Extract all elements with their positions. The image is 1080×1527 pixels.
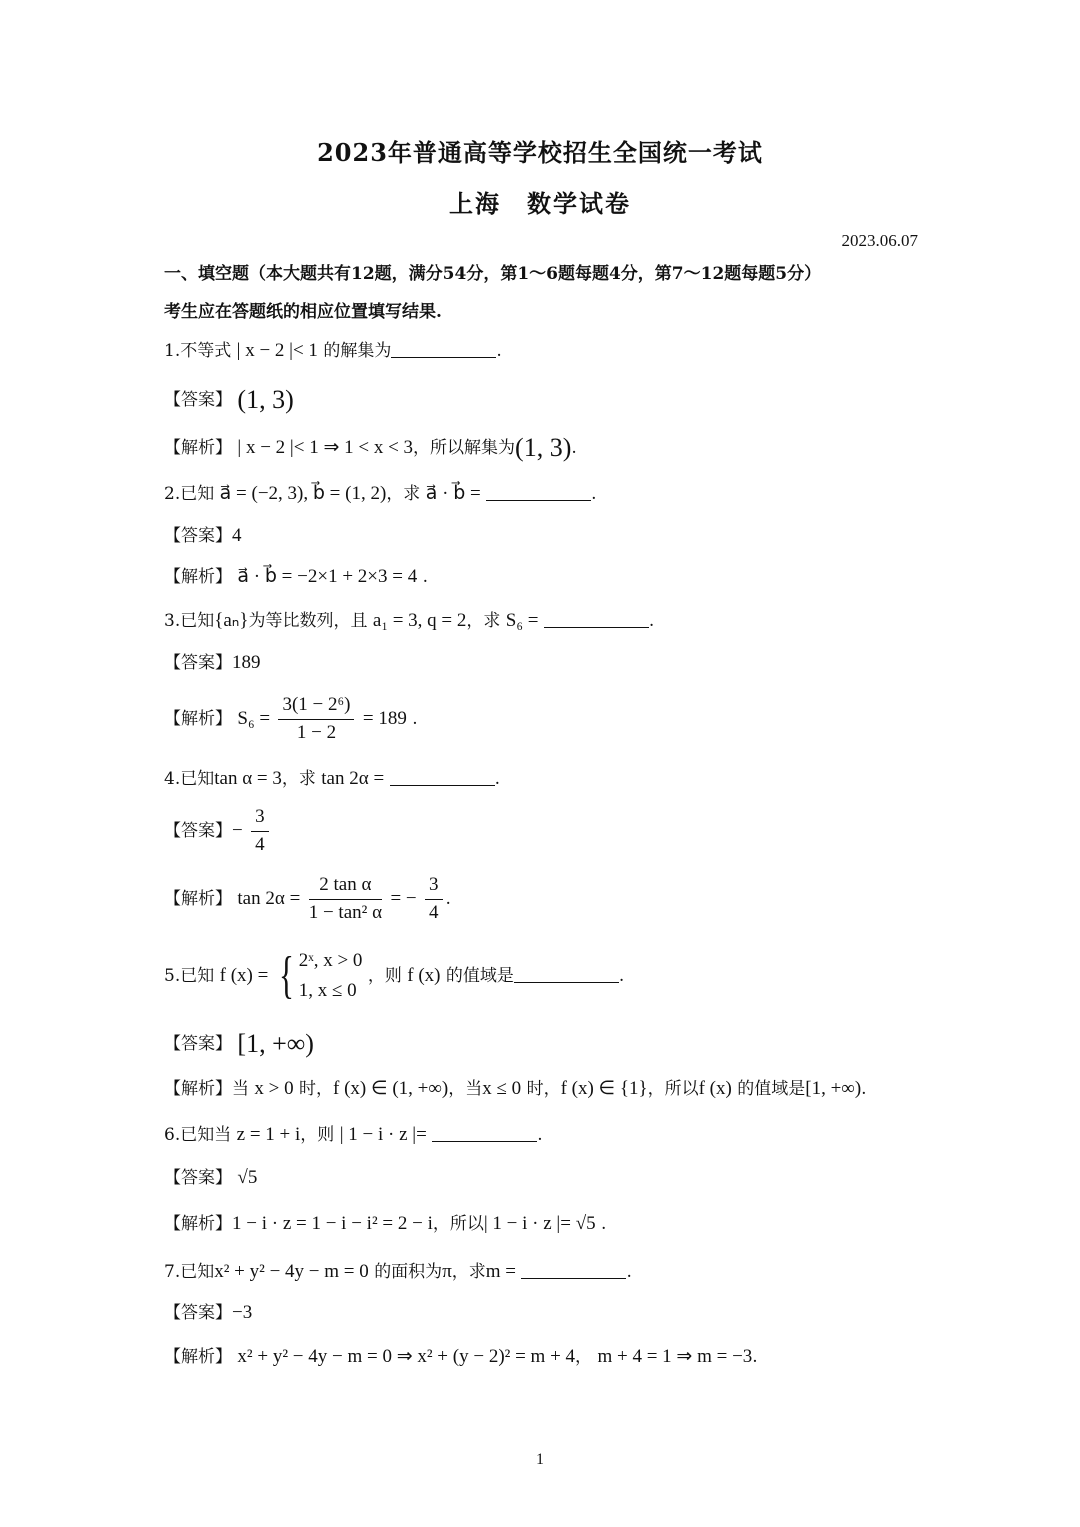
q6-math: z = 1 + i [236,1124,301,1145]
q5-an-m5: f (x) [698,1078,732,1099]
q5-an-e: ，所以 [647,1079,699,1099]
q3-stem-c: ，求 [466,611,501,631]
q7-answer-blank [521,1262,626,1279]
q4-analysis-fraction2 [425,874,443,925]
q7-answer-value: −3 [232,1302,253,1323]
q4-stem-b: ，求 [281,769,316,789]
q5-an-m4: f (x) ∈ {1} [560,1078,648,1099]
q6-math2: | 1 − i · z |= [339,1124,427,1145]
q5-stem-b: ，则 [367,965,402,986]
analysis-label: 【解析】 [164,1214,232,1234]
analysis-label: 【解析】 [164,708,232,729]
q3-answer-value: 189 [232,652,261,673]
q4-analysis-numerator2: 3 [425,874,443,900]
question-3: 3.已知{aₙ}为等比数列，且 a₁ = 3, q = 2，求 S₆ = . [164,610,655,631]
q4-analysis-numerator: 2 tan α [309,874,382,900]
q4-math2: tan 2α = [321,768,385,789]
analysis-label: 【解析】 [164,888,232,909]
answer-label: 【答案】 [164,653,232,673]
q4-answer-denominator: 4 [255,833,265,855]
question-4: 4.已知tan α = 3，求 tan 2α = . [164,768,500,789]
q5-an-a: 当 [232,1079,249,1099]
q3-answer [164,652,261,675]
q2-math2: a⃗ · b⃗ = [425,483,481,504]
q3-math3: S₆ = [505,610,539,631]
q5-an-m1: x > 0 [254,1078,294,1099]
q5-an-m3: x ≤ 0 [482,1078,522,1099]
q3-stem-a: 3.已知 [164,611,215,631]
q1-analysis-math2: (1, 3) [515,433,572,462]
analysis-label: 【解析】 [164,567,232,587]
q5-an-d: 时， [526,1079,561,1099]
q1-analysis-text: ，所以解集为 [413,438,516,458]
q6-answer-value: √5 [237,1167,258,1188]
q6-answer [164,1167,257,1190]
q5-math: f (x) = [219,964,269,986]
q7-analysis-math: x² + y² − 4y − m = 0 ⇒ x² + (y − 2)² = m + 4 [237,1346,576,1367]
q6-stem-b: ，则 [300,1125,335,1145]
q2-analysis: 【解析】 a⃗ · b⃗ = −2×1 + 2×3 = 4 . [164,566,429,587]
question-6: 6.已知当 z = 1 + i，则 | 1 − i · z |= . [164,1124,543,1145]
question-5: 5.已知 f (x) = { 2ˣ, x > 0 1, x ≤ 0 ，则 f (x) 的值域是 . [164,946,624,1007]
q2-answer-value: 4 [232,525,242,546]
q7-analysis-text: ， [575,1347,593,1367]
q5-an-c: ，当 [448,1079,483,1099]
q4-answer-blank [390,769,495,786]
q6-analysis: 【解析】1 − i · z = 1 − i − i² = 2 − i，所以| 1 − i · z |= √5 . [164,1213,607,1234]
question-1: 1.不等式 | x − 2 |< 1 的解集为 . [164,340,502,361]
q1-answer [164,384,294,415]
section-instruction: 考生应在答题纸的相应位置填写结果. [164,302,442,322]
q5-analysis: 【解析】当 x > 0 时，f (x) ∈ (1, +∞)，当x ≤ 0 时，f (x) ∈ {1}，所以f (x) 的值域是[1, +∞). [164,1078,867,1099]
q7-math2: π [442,1261,452,1282]
q7-analysis: 【解析】 x² + y² − 4y − m = 0 ⇒ x² + (y − 2)² = m + 4， m + 4 = 1 ⇒ m = −3. [164,1346,758,1367]
q3-answer-blank [544,611,649,628]
q6-answer-blank [432,1125,537,1142]
answer-label: 【答案】 [164,390,232,410]
q7-math3: m = [485,1261,517,1282]
q5-an-m6: [1, +∞) [805,1078,862,1099]
q4-analysis-fraction [309,874,382,925]
q3-fraction-denominator: 1 − 2 [296,721,337,743]
exam-title: 2023年普通高等学校招生全国统一考试 [317,138,763,167]
answer-label: 【答案】 [164,526,232,546]
left-brace-icon: { [278,947,294,1005]
q5-an-b: 时， [299,1079,334,1099]
exam-subtitle: 上海 数学试卷 [449,189,631,218]
q7-stem-a: 7.已知 [164,1262,215,1282]
q4-analysis-denominator: 1 − tan² α [308,901,383,923]
question-7: 7.已知x² + y² − 4y − m = 0 的面积为π，求m = . [164,1261,632,1282]
q4-answer [164,806,272,857]
q5-an-m2: f (x) ∈ (1, +∞) [333,1078,449,1099]
q3-stem-b: 为等比数列，且 [248,611,368,631]
q5-an-f: 的值域是 [737,1079,806,1099]
q7-stem-b: 的面积为 [374,1262,443,1282]
question-2: 2.已知 a⃗ = (−2, 3), b⃗ = (1, 2)，求 a⃗ · b⃗ = . [164,483,597,504]
q1-stem-b: 的解集为 [323,341,392,361]
q4-analysis-lhs: tan 2α = [237,887,301,909]
q6-analysis-text: ，所以 [432,1214,484,1234]
q1-answer-value: (1, 3) [237,385,294,414]
q3-math2: a₁ = 3, q = 2 [372,610,467,631]
q3-analysis-fraction [278,694,354,745]
q5-stem-a: 5.已知 [164,965,215,986]
q6-analysis-math2: | 1 − i · z |= √5 [483,1213,596,1234]
q2-analysis-math: a⃗ · b⃗ = −2×1 + 2×3 = 4 [237,566,418,587]
q7-math: x² + y² − 4y − m = 0 [214,1261,369,1282]
q4-analysis: 【解析】 tan 2α = $\frac{\text{2 tan α}}{\text{1 − tan² α}}$ = − $\frac{3}{4}$ . [164,874,451,923]
q4-analysis-denominator2: 4 [429,901,439,923]
q5-answer-blank [514,966,619,983]
q1-analysis-math: | x − 2 |< 1 ⇒ 1 < x < 3 [237,437,414,458]
q3-analysis-rhs: = 189 [362,707,407,729]
q3-math: {aₙ} [214,610,249,631]
q4-math: tan α = 3 [214,768,282,789]
answer-label: 【答案】 [164,1168,232,1188]
q2-stem-b: ，求 [386,484,421,504]
q4-stem-a: 4.已知 [164,769,215,789]
q5-answer-value: [1, +∞) [237,1029,314,1058]
q5-math2: f (x) [407,964,441,986]
exam-date: 2023.06.07 [841,231,918,250]
q7-answer [164,1302,252,1325]
answer-label: 【答案】 [164,820,232,841]
q1-analysis: 【解析】 | x − 2 |< 1 ⇒ 1 < x < 3，所以解集为(1, 3). [164,433,577,462]
q5-case-1: 2ˣ, x > 0 [298,950,363,971]
q4-answer-sign: − [232,819,243,841]
q5-piecewise [299,946,363,1007]
q5-answer [164,1028,314,1059]
section-heading: 一、填空题（本大题共有12题，满分54分，第1～6题每题4分，第7～12题每题5分） [164,264,822,284]
q4-answer-numerator: 3 [251,806,269,832]
page-number: 1 [536,1451,544,1468]
q7-stem-c: ，求 [451,1262,486,1282]
analysis-label: 【解析】 [164,1079,232,1099]
answer-label: 【答案】 [164,1303,232,1323]
q6-stem-a: 6.已知当 [164,1125,232,1145]
q4-answer-fraction [251,806,269,857]
q2-stem-a: 2.已知 [164,484,215,504]
q5-stem-c: 的值域是 [445,965,514,986]
q2-math: a⃗ = (−2, 3), b⃗ = (1, 2) [219,483,387,504]
q7-analysis-math2: m + 4 = 1 ⇒ m = −3 [597,1346,753,1367]
q2-answer-blank [486,484,591,501]
q6-analysis-math: 1 − i · z = 1 − i − i² = 2 − i [232,1213,433,1234]
analysis-label: 【解析】 [164,1347,232,1367]
q1-math: | x − 2 |< 1 [236,340,318,361]
q2-answer [164,525,242,548]
q1-stem-a: 1.不等式 [164,341,232,361]
answer-label: 【答案】 [164,1034,232,1054]
q1-answer-blank [391,341,496,358]
q3-analysis-lhs: S₆ = [237,707,271,729]
q5-case-2: 1, x ≤ 0 [298,980,357,1002]
q3-fraction-numerator: 3(1 − 2⁶) [278,694,354,720]
q3-analysis: 【解析】 S₆ = $\frac{\text{3(1 − 2⁶)}}{1 - 2}$ = 189 . [164,694,418,743]
analysis-label: 【解析】 [164,438,232,458]
q4-analysis-mid: = − [390,887,417,909]
